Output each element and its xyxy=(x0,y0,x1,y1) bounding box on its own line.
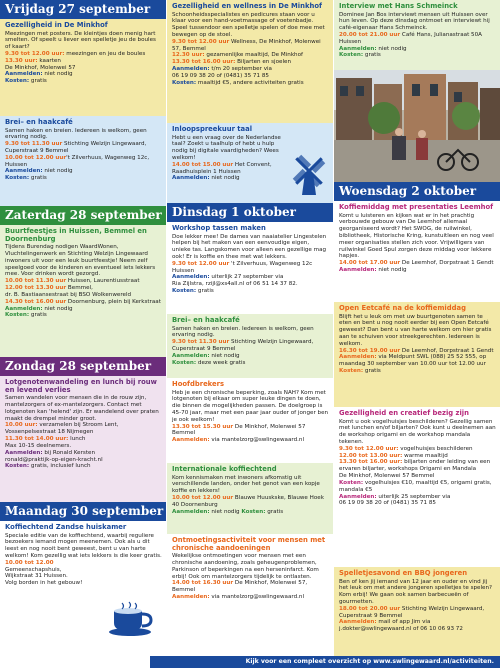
coffee-cup-icon xyxy=(108,601,154,637)
aanmelden-value: uiterlijk 27 september via xyxy=(209,274,284,281)
event-time: 12.00 tot 13.00 uur: xyxy=(339,452,403,459)
event-body: Tijdens Burendag nodigen WaardWonen, Vluchtelingenwerk en Stichting Welzijn Lingewaard inwoners uit voor een leuk buurtfeestje! Neem zelf speelgoed voor de kinderen en eventueel iets lekkers mee. Voor drinken wordt gezorgd. xyxy=(5,244,156,278)
label-aanmelden: Aanmelden: xyxy=(172,437,210,444)
contact-info: Ria Zijlstra, rzijl@xs4all.nl of 06 51 14 37 82. xyxy=(172,281,298,288)
event-time-text: verzamelen bij Stroom Lent, Vossenpelsestraat 18 Nijmegen xyxy=(5,422,119,436)
event-title: Koffiemiddag met presentaties Leemhof xyxy=(339,203,494,211)
event-time-text: 't Zilverhuus, Wagenweg 12c, Huissen xyxy=(5,154,150,168)
contact-phone: 06 19 09 38 20 of (0481) 35 71 85 xyxy=(339,500,436,507)
kosten-value: gratis xyxy=(363,368,381,375)
label-kosten: Kosten: xyxy=(5,78,30,85)
label-aanmelden: Aanmelden: xyxy=(172,66,210,73)
label-aanmelden: Aanmelden: xyxy=(172,175,210,182)
event-time-text: gezamenlijke maaltijd, De Minkhof xyxy=(204,52,303,59)
event-time-text: lunch xyxy=(68,436,86,443)
label-aanmelden: Aanmelden: xyxy=(172,274,210,281)
event-time: 9.30 tot 12.00 uur xyxy=(172,38,230,45)
event-title: Hoofdbrekers xyxy=(172,380,225,388)
event-body: Komt u ook vogelhuisjes beschilderen? Gezellig samen met lunchen en/of biljarten? Ook kunt u deelnemen aan de workshop origami en de workshop mandala tekenen. xyxy=(339,418,496,446)
event-location: Wijkstraat 31 Huissen. xyxy=(5,573,68,580)
event-body: Speciale editie van de koffiechtend, waarbij reguliere bezoekers iemand mogen meenemen. Ook als u dit leest en nog nooit bent geweest, bent u van harte welkom! Kom gezellig wat iets lekkers is die keer gratis. xyxy=(5,532,162,560)
contact-info: j.dokter@swlingewaard.nl of 06 10 06 93 72 xyxy=(339,626,463,633)
aanmelden-value: t/m 20 september via xyxy=(209,66,272,73)
aanmelden-value: via mantelzorg@swlingewaard.nl xyxy=(209,594,305,601)
event-ontmoetingsactiviteit xyxy=(167,534,333,667)
event-time-text: Stichting Welzijn Lingewaard, Cuperstraat 9 Bemmel xyxy=(339,605,485,619)
label-kosten: Kosten: xyxy=(339,479,364,486)
aanmelden-value: niet nodig xyxy=(376,267,407,274)
label-kosten: Kosten: xyxy=(172,288,197,295)
event-time-text: meezingen en jeu de boules xyxy=(64,51,146,58)
event-time-text: Het Convent, Raadhuisplein 1 Huissen xyxy=(172,161,272,175)
aanmelden-value: niet nodig xyxy=(42,305,73,312)
column-2 xyxy=(167,0,333,667)
event-koffiemiddag-leemhof xyxy=(334,201,500,302)
day-header-tuesday: Dinsdag 1 oktober xyxy=(167,203,333,222)
event-inloopspreekuur xyxy=(167,123,333,203)
label-aanmelden: Aanmelden: xyxy=(339,354,377,361)
event-gezelligheid-creatief xyxy=(334,407,500,567)
event-time: 10.00 tot 11.30 uur xyxy=(5,278,67,285)
footer-link[interactable]: Kijk voor een compleet overzicht op www.swlingewaard.nl/activiteiten. xyxy=(150,656,500,668)
day-header-monday: Maandag 30 september xyxy=(0,502,166,521)
event-title: Spelletjesavond en BBQ jongeren xyxy=(339,569,468,577)
label-aanmelden: Aanmelden: xyxy=(5,449,43,456)
kosten-value: gratis xyxy=(29,312,47,319)
contact-email[interactable]: ronald@praktijk-op-eigen-kracht.nl xyxy=(5,456,103,463)
day-header-wednesday: Woensdag 2 oktober xyxy=(334,182,500,201)
label-aanmelden: Aanmelden: xyxy=(339,267,377,274)
label-kosten: Kosten: xyxy=(241,508,266,515)
event-body: Komt u luisteren en kijken wat er in het prachtig verbouwde gebouw van De Leemhof allemaal georganiseerd wordt? Het SWOG, de ruilwinkel, bibliotheek, Historische Kring, kunstuitleen en nog veel meer organisaties stellen zich voor. Vrijwilligers van ruilwinkel Goed Spul zorgen deze middag voor lekkere hapjes. xyxy=(339,212,494,260)
event-title: Brei– en haakcafé xyxy=(5,118,73,126)
event-body: Doe lekker mee! De dames van naaiatelier Lingestelen helpen bij het maken van een eenvoudige eigen, unieke tas. Langskomen voor alleen een gezellige mag ook! Er is koffie en thee met wat lekkers. xyxy=(172,233,327,261)
aanmelden-value: niet nodig xyxy=(42,168,73,175)
event-workshop-tassen xyxy=(167,222,333,314)
event-time: 12.30 uur: xyxy=(172,52,205,59)
event-body: Schoonheidsspecialistes en pedicures staan voor u klaar voor een hand-voetmassage of voetenbadje. Speel tussendoor een spelletje spelen of doe mee met bewegen op de stoel. xyxy=(172,11,325,39)
event-time-text: Bemmel, xyxy=(66,285,93,292)
event-time-text: vogelhuisjes beschilderen xyxy=(398,445,473,452)
event-time: 10.00 tot 12.00 uur xyxy=(5,154,67,161)
event-time: 9.30 tot 12.00 uur: xyxy=(339,445,399,452)
event-location: Gemeenschapshuis, xyxy=(5,566,62,573)
event-hoofdbrekers xyxy=(167,378,333,463)
event-open-eetcafe xyxy=(334,302,500,407)
event-koffiechtend-zandse xyxy=(0,521,166,644)
event-time: 10.00 tot 12.00 uur xyxy=(172,495,234,502)
label-kosten: Kosten: xyxy=(172,79,197,86)
event-wellness-minkhof xyxy=(167,0,333,123)
event-time: 14.00 tot 17.00 uur xyxy=(339,260,401,267)
event-time-text: Café Hans, Julianastraat 50A Huissen xyxy=(339,32,482,45)
event-interview-hans xyxy=(334,0,500,70)
day-header-saturday: Zaterdag 28 september xyxy=(0,206,166,225)
event-time: 18.00 tot 20.00 uur xyxy=(339,605,401,612)
event-location: De Minkhof, Molenwei 57 Bemmel xyxy=(339,473,435,480)
event-brei-haakcafe-2 xyxy=(167,314,333,378)
event-time-text: Biljarten en sjoelen xyxy=(235,59,291,66)
aanmelden-value: mail of app Jim via xyxy=(376,619,431,626)
event-time: 13.30 tot 16.00 uur: xyxy=(339,459,403,466)
event-buurtfeestjes xyxy=(0,225,166,357)
kosten-value: gratis xyxy=(29,175,47,182)
event-time-text: warme maaltijd xyxy=(402,452,448,459)
aanmelden-value: bij Ronald Kersten xyxy=(42,449,96,456)
event-time: 16.30 tot 19.00 uur xyxy=(339,347,401,354)
event-body: Dominee Jan Bos interviewt mensen uit Huissen over hun leven. Op deze dinsdag ontmoet en interviewt hij café-eigenaar Hans Schmeinck. xyxy=(339,11,490,32)
event-body: Blijft het u leuk om met uw buurtgenoten samen te eten en bent u nog nooit eerder bij een Open Eetcafé geweest? Dan bent u van harte welkom om hier gratis aan te schuiven voor streekgerechten. Iedereen is welkom. xyxy=(339,313,492,347)
event-body: Kom kennismaken met inwoners afkomstig uit verschillende landen, onder het genot van een kopje koffie en lekkers! xyxy=(172,474,320,495)
event-time: 10.00 uur: xyxy=(5,422,38,429)
event-time-text: Huissen, Laurentiusstraat xyxy=(66,278,140,285)
event-time: 13.30 tot 15.30 uur xyxy=(172,423,234,430)
event-time-text: biljarten onder leiding van een ervaren biljarter, workshops Origami en Mandala xyxy=(339,459,491,473)
windmill-icon xyxy=(291,151,327,197)
aanmelden-value: via mantelzorg@swlingewaard.nl xyxy=(209,437,305,444)
event-time: 14.30 tot 16.00 uur xyxy=(5,298,67,305)
label-kosten: Kosten: xyxy=(5,463,30,470)
kosten-value: gratis xyxy=(196,288,214,295)
event-time-text: De Leemhof, Dorpstraat 1 Gendt xyxy=(400,260,494,267)
event-spelletjesavond xyxy=(334,567,500,667)
event-time: 12.00 tot 13.30 uur xyxy=(5,285,67,292)
event-title: Koffiechtend Zandse huiskamer xyxy=(5,523,127,531)
event-time: 9.30 tot 11.30 uur xyxy=(172,339,230,346)
event-title: Brei– en haakcafé xyxy=(172,316,240,324)
event-body: Ben of ken jij iemand van 12 jaar en ouder en vind jij het leuk om met andere jongeren spelletjes te spelen? Kom erbij! We gaan ook samen barbecueën of gourmetten. xyxy=(339,578,493,606)
event-time-text: 't Zilverhuus, Wagenweg 12c Huissen xyxy=(172,260,313,274)
event-time-text: Stichting Welzijn Lingewaard, Cuperstraat 9 Bemmel xyxy=(5,141,147,155)
event-body: Hebt u een vraag over de Nederlandse taal? Zoekt u taalhulp of hebt u hulp nodig bij digitale vaardigheden? Wees welkom! xyxy=(172,134,281,162)
event-note: Max 10-15 deelnemers. xyxy=(5,442,72,449)
event-body: Samen haken en breien. Iedereen is welkom, geen ervaring nodig. xyxy=(5,127,147,141)
column-3 xyxy=(334,0,500,667)
event-title: Gezelligheid in De Minkhof xyxy=(5,21,108,29)
aanmelden-value: niet nodig xyxy=(209,508,240,515)
event-title: Gezelligheid en wellness in De Minkhof xyxy=(172,2,322,10)
label-aanmelden: Aanmelden: xyxy=(339,493,377,500)
event-title: Gezelligheid en creatief bezig zijn xyxy=(339,409,469,417)
label-aanmelden: Aanmelden: xyxy=(172,594,210,601)
event-body: Heb je een chronische beperking, zoals NAH? Kom met lotgenoten bij elkaar om super leuke dingen te doen, die binnen de mogelijkheden passen. De doelgroep is 45-70 jaar, maar met een paar jaar ouder of jonger ben je ook welkom! xyxy=(172,389,329,423)
event-title: Buurtfeestjes in Huissen, Bemmel en Doornenburg xyxy=(5,227,147,243)
event-title: Internationale koffiechtend xyxy=(172,465,277,473)
kosten-value: deze week gratis xyxy=(196,359,246,366)
event-location: dr. B. Bastiaansestraat bij BSO Wolkenwereld xyxy=(5,291,132,298)
event-internationale-koffiechtend xyxy=(167,463,333,534)
label-aanmelden: Aanmelden: xyxy=(339,619,377,626)
event-time: 13.30 uur: xyxy=(5,57,38,64)
town-square-photo xyxy=(334,70,500,182)
aanmelden-value: niet nodig xyxy=(42,71,73,78)
event-title: Ontmoetingsactiviteit voor mensen met chronische aandoeningen xyxy=(172,536,326,552)
label-kosten: Kosten: xyxy=(5,312,30,319)
event-title: Inloopspreekuur taal xyxy=(172,125,253,133)
event-time: 9.30 tot 11.30 uur xyxy=(5,141,63,148)
event-title: Interview met Hans Schmeinck xyxy=(339,2,458,10)
kosten-value: gratis xyxy=(265,508,284,515)
event-time: 9.30 tot 12.00 uur xyxy=(172,260,230,267)
event-time: 10.00 tot 12.00 xyxy=(5,559,54,566)
event-time-text: De Minkhof, Molenwei 57, Bemmel xyxy=(172,580,308,594)
event-time-text: De Minkhof, Molenwei 57 Bemmel xyxy=(172,423,306,437)
event-time-text: Blauwe Huuskske, Blauwe Hoek 40 Doornenburg xyxy=(172,495,324,508)
kosten-value: vogelhuisjes €10, maaltijd €5, origami gratis, mandala €5 xyxy=(339,479,492,493)
column-1 xyxy=(0,0,166,644)
event-title: Lotgenotenwandeling en lunch bij rouw en levend verlies xyxy=(5,378,157,394)
event-title: Workshop tassen maken xyxy=(172,224,266,232)
event-body: Meezingen met posters. De kleintjes doen menig hart smelten. Of speelt u liever een spelletje jeu de boules of kaart? xyxy=(5,30,156,51)
event-time-text: kaarten xyxy=(37,57,61,64)
event-body: Wekelijkse ontmoetingen voor mensen met een chronische aandoening, zoals geheugenproblemen, Parkinson of beperkingen na een herseninfarct. Kom erbij! Ook om mantelzorgers tijdelijk te ontlasten. xyxy=(172,553,319,580)
event-body: Samen haken en breien. Iedereen is welkom, geen ervaring nodig. xyxy=(172,325,314,339)
event-time: 13.30 tot 16.00 uur: xyxy=(172,59,236,66)
event-body: Samen wandelen voor mensen die in de rouw zijn, mantelzorgers of ex-mantelzorgers. Contact met lotgenoten kan 'helend' zijn. Er wandelend over praten maakt de drempel minder groot. xyxy=(5,395,159,422)
label-kosten: Kosten: xyxy=(172,359,197,366)
day-header-sunday: Zondag 28 september xyxy=(0,357,166,376)
event-gezelligheid-minkhof xyxy=(0,19,166,116)
aanmelden-value: niet nodig xyxy=(209,352,240,359)
label-aanmelden: Aanmelden: xyxy=(5,305,43,312)
event-time-text: Doornenburg, plein bij Kerkstraat xyxy=(66,298,161,305)
event-brei-haakcafe xyxy=(0,116,166,206)
label-kosten: Kosten: xyxy=(5,175,30,182)
kosten-value: maaltijd €5, andere activiteiten gratis xyxy=(196,79,304,86)
kosten-value: gratis xyxy=(363,52,381,59)
event-time-text: De Leemhof, Dorpstraat 1 Gendt xyxy=(400,347,494,354)
event-lotgenotenwandeling xyxy=(0,376,166,502)
label-aanmelden: Aanmelden: xyxy=(5,71,43,78)
aanmelden-value: uiterlijk 25 september via xyxy=(376,493,451,500)
kosten-value: gratis xyxy=(29,78,47,85)
event-location: De Minkhof, Molenwei 57 xyxy=(5,64,76,71)
label-aanmelden: Aanmelden: xyxy=(339,45,377,52)
label-aanmelden: Aanmelden: xyxy=(172,508,210,515)
aanmelden-value: niet nodig xyxy=(376,45,407,52)
event-time: 20.00 tot 21.00 uur xyxy=(339,32,401,39)
day-header-friday: Vrijdag 27 september xyxy=(0,0,166,19)
aanmelden-value: niet nodig xyxy=(209,175,240,182)
event-title: Open Eetcafé na de koffiemiddag xyxy=(339,304,466,312)
label-aanmelden: Aanmelden: xyxy=(5,168,43,175)
kosten-value: gratis, inclusief lunch xyxy=(29,463,91,470)
label-aanmelden: Aanmelden: xyxy=(172,352,210,359)
event-time-text: Stichting Welzijn Lingewaard, Cuperstraat 9 Bemmel xyxy=(172,339,314,353)
event-time: 11.30 tot 14.00 uur: xyxy=(5,436,69,443)
event-note: Volg borden in het gebouw! xyxy=(5,580,83,587)
event-time-text: Wellness, De Minkhof, Molenwei 57, Bemmel xyxy=(172,38,321,52)
event-time: 14.00 tot 15.00 uur xyxy=(172,161,234,168)
label-kosten: Kosten: xyxy=(339,368,364,375)
label-kosten: Kosten: xyxy=(339,52,364,59)
contact-phone: 06 19 09 38 20 of (0481) 35 71 85 xyxy=(172,72,269,79)
event-time: 9.30 tot 12.00 uur: xyxy=(5,51,65,58)
event-time: 14.00 tot 16.30 uur xyxy=(172,580,234,587)
aanmelden-value: via Meldpunt SWL (088) 25 52 555, op maandag 30 september van 10.00 uur tot 12.00 uur xyxy=(339,354,487,368)
